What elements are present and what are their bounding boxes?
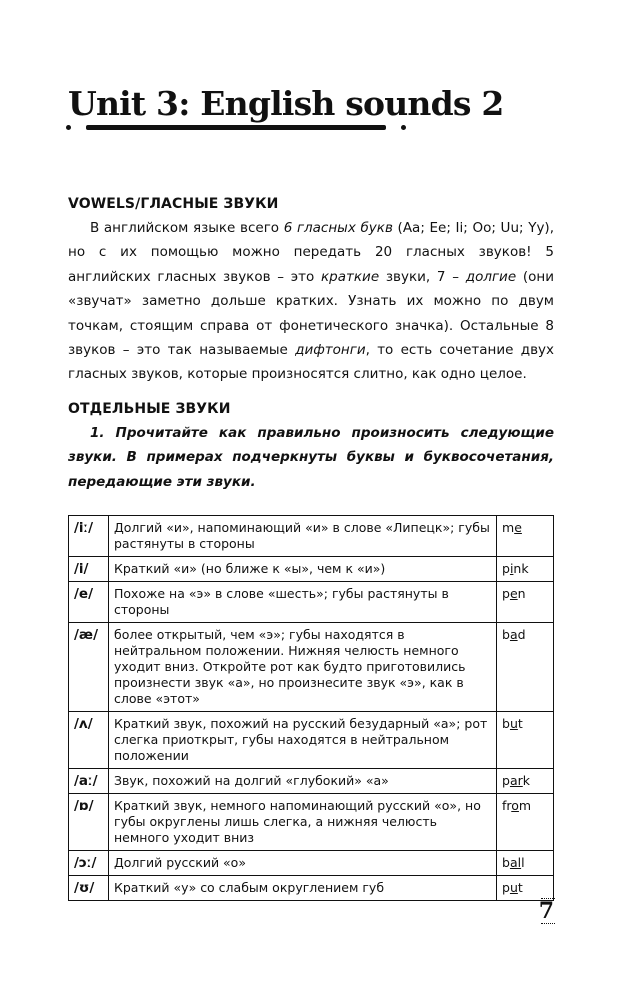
emphasis-text: 6 гласных букв xyxy=(283,220,393,236)
sound-description: Краткий звук, немного напоминающий русский «о», но губы округлены лишь слегка, а нижняя челюсть немного уходит вниз xyxy=(109,794,497,851)
example-letters: b xyxy=(502,627,510,642)
phonetic-symbol: /i/ xyxy=(69,557,109,582)
example-highlight: u xyxy=(509,716,518,731)
vowels-paragraph xyxy=(68,216,554,387)
sound-description: Похоже на «э» в слове «шесть»; губы растянуты в стороны xyxy=(109,582,497,623)
example-letters: p xyxy=(502,586,510,601)
paragraph-text: , то есть сочетание двух гласных звуков, которые произносятся слитно, как одно целое. xyxy=(68,342,554,383)
table-row xyxy=(69,769,554,794)
example-letters: k xyxy=(522,773,530,788)
example-highlight: a xyxy=(509,627,518,642)
sound-description: Краткий «и» (но ближе к «ы», чем к «и») xyxy=(109,557,497,582)
sound-description: Долгий русский «о» xyxy=(109,851,497,876)
emphasis-text: дифтонги xyxy=(295,342,366,359)
title-underline xyxy=(66,124,406,132)
table-row xyxy=(69,557,554,582)
example-highlight: i xyxy=(509,561,514,576)
paragraph-text: (Aa; Ee; Ii; Oo; Uu; Yy), но с их помощью можно передать 20 гласных звуков! 5 английских гласных звуков – это xyxy=(68,220,554,285)
example-letters: b xyxy=(502,855,510,870)
separate-sounds-section xyxy=(68,401,554,494)
phonetic-symbol: /iː/ xyxy=(69,516,109,557)
phonetic-symbol: /ʌ/ xyxy=(69,712,109,769)
example-highlight: ar xyxy=(509,773,523,788)
example-word xyxy=(497,582,554,623)
emphasis-text: краткие xyxy=(321,268,380,285)
example-word xyxy=(497,712,554,769)
page-title: Unit 3: English sounds 2 xyxy=(68,84,504,123)
sound-description: Звук, похожий на долгий «глубокий» «а» xyxy=(109,769,497,794)
example-letters: nk xyxy=(513,561,529,576)
emphasis-text: долгие xyxy=(465,268,517,285)
vowels-section xyxy=(68,196,554,387)
table-row xyxy=(69,582,554,623)
page-number-mark-bottom xyxy=(541,923,555,924)
table-row xyxy=(69,623,554,712)
separate-sounds-heading: ОТДЕЛЬНЫЕ ЗВУКИ xyxy=(68,401,231,417)
example-word xyxy=(497,516,554,557)
paragraph-text: (они «звучат» заметно дольше кратких. Узнать их можно по двум точкам, стоящим справа от фонетического значка). Остальные 8 звуков – это так называемые xyxy=(68,268,554,359)
example-letters: t xyxy=(517,716,523,731)
sound-description: Краткий звук, похожий на русский безударный «а»; рот слегка приоткрыт, губы находятся в нейтральном положении xyxy=(109,712,497,769)
example-letters: p xyxy=(502,880,510,895)
example-highlight: o xyxy=(511,798,519,813)
sound-description: Долгий «и», напоминающий «и» в слове «Липецк»; губы растянуты в стороны xyxy=(109,516,497,557)
example-highlight: al xyxy=(509,855,522,870)
vowels-heading: VOWELS/ГЛАСНЫЕ ЗВУКИ xyxy=(68,196,279,212)
phonetic-symbol: /ɔː/ xyxy=(69,851,109,876)
phonetic-symbol: /æ/ xyxy=(69,623,109,712)
sound-description: Краткий «у» со слабым округлением губ xyxy=(109,876,497,901)
example-letters: d xyxy=(517,627,526,642)
table-row xyxy=(69,516,554,557)
example-letters: m xyxy=(518,798,532,813)
sound-description: более открытый, чем «э»; губы находятся в нейтральном положении. Нижняя челюсть немного уходит вниз. Откройте рот как будто приготовились произнести звук «а», но произнесите звук «э», как в слове «этот» xyxy=(109,623,497,712)
phonetic-symbol: /e/ xyxy=(69,582,109,623)
example-highlight: e xyxy=(514,520,522,535)
example-letters: p xyxy=(502,561,510,576)
table-row xyxy=(69,794,554,851)
paragraph-text: звуки, 7 – xyxy=(379,268,466,285)
example-letters: fr xyxy=(502,798,512,813)
example-word xyxy=(497,794,554,851)
example-word xyxy=(497,557,554,582)
example-highlight: u xyxy=(509,880,518,895)
example-word xyxy=(497,876,554,901)
example-letters: b xyxy=(502,716,510,731)
example-highlight: e xyxy=(509,586,518,601)
table-row xyxy=(69,712,554,769)
table-row xyxy=(69,876,554,901)
phonetic-symbol: /aː/ xyxy=(69,769,109,794)
example-word xyxy=(497,851,554,876)
phonetic-symbol: /ʊ/ xyxy=(69,876,109,901)
task-1-instructions: 1. Прочитайте как правильно произносить следующие звуки. В примерах подчеркнуты буквы и буквосочетания, передающие эти звуки. xyxy=(68,425,554,490)
example-word xyxy=(497,769,554,794)
example-letters: l xyxy=(521,855,525,870)
vowel-sounds-table xyxy=(68,515,554,901)
example-letters: p xyxy=(502,773,510,788)
phonetic-symbol: /ɒ/ xyxy=(69,794,109,851)
example-letters: t xyxy=(517,880,523,895)
example-letters: m xyxy=(502,520,515,535)
table-row xyxy=(69,851,554,876)
paragraph-text: В английском языке всего xyxy=(90,220,284,236)
example-word xyxy=(497,623,554,712)
example-letters: n xyxy=(517,586,526,601)
page-number: 7 xyxy=(538,898,554,924)
